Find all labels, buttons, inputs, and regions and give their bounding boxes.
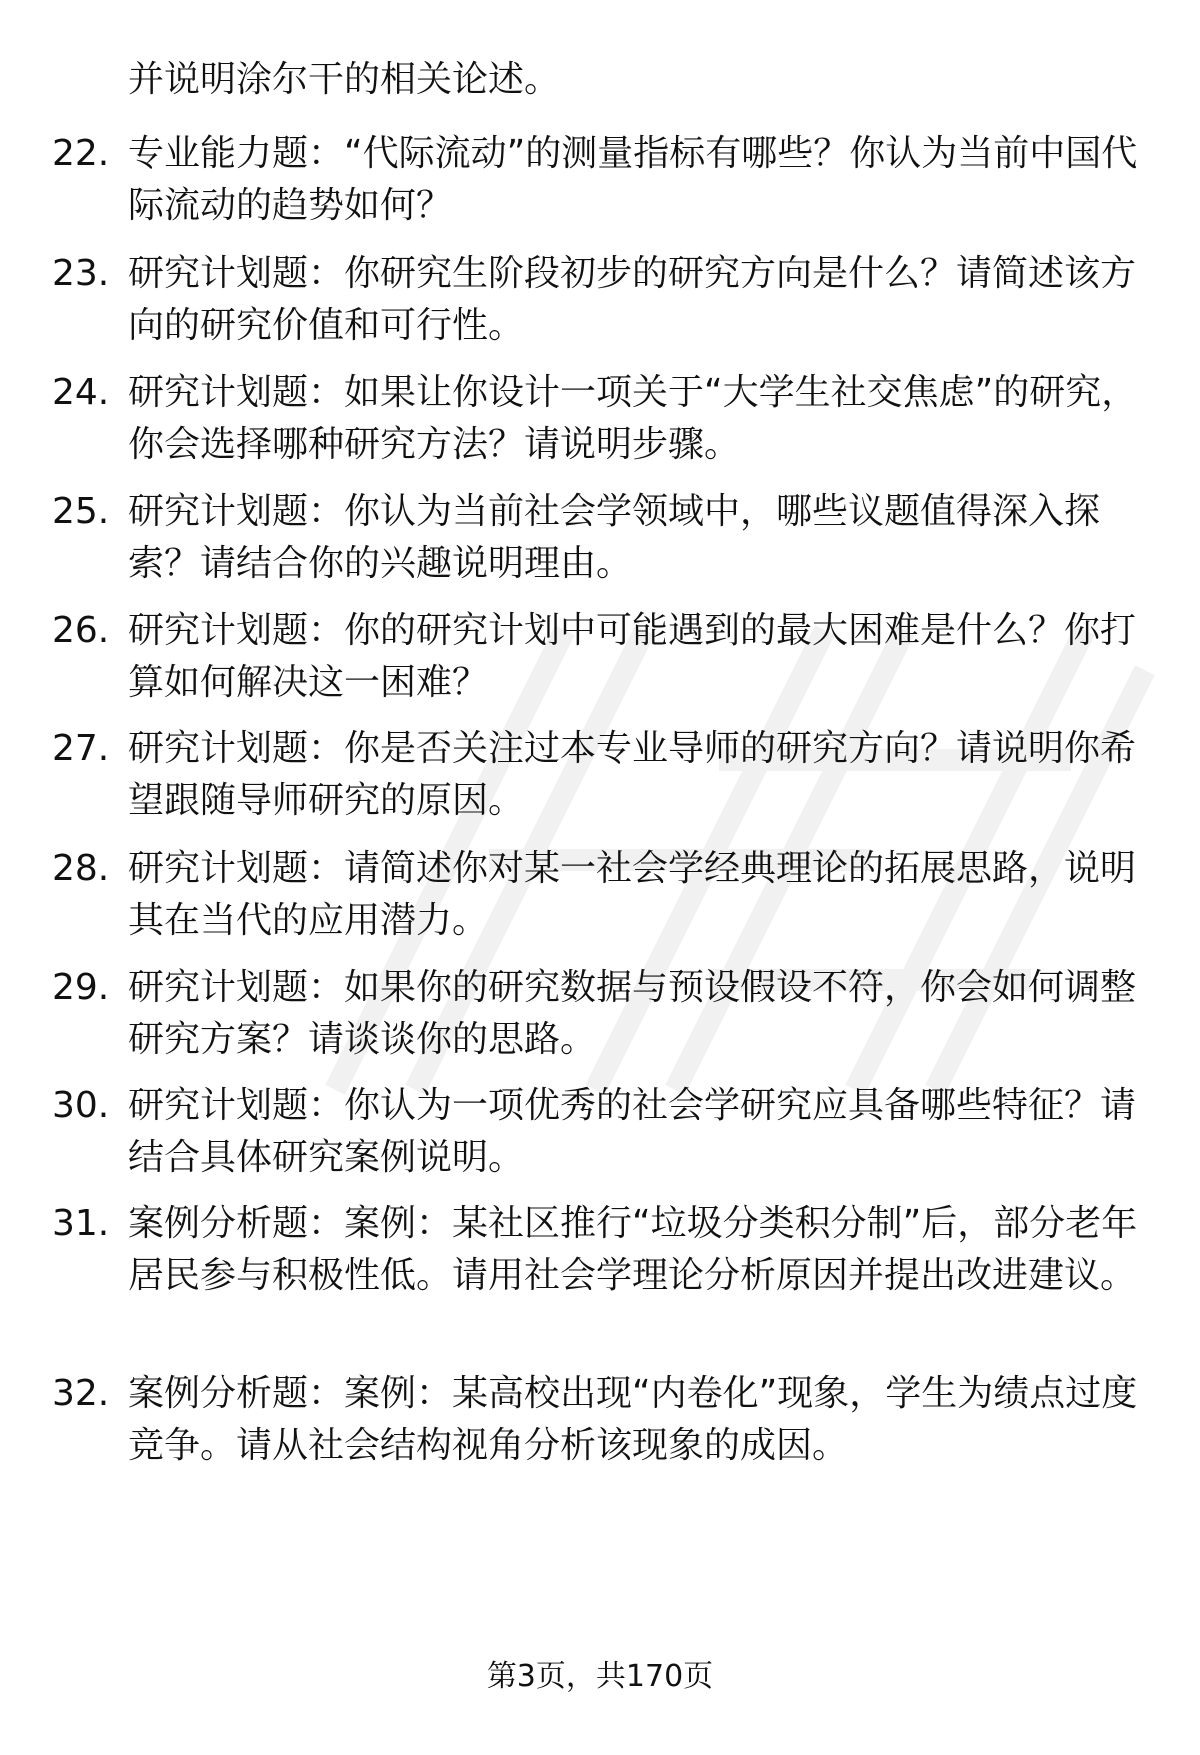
question-text: 案例分析题：案例：某高校出现“内卷化”现象，学生为绩点过度竞争。请从社会结构视角分析该现象的成因。 [128,1373,1138,1466]
question-text: 研究计划题：你认为当前社会学领域中，哪些议题值得深入探索？请结合你的兴趣说明理由。 [128,491,1101,584]
question-text: 研究计划题：你的研究计划中可能遇到的最大困难是什么？你打算如何解决这一困难？ [128,610,1137,703]
question-number: 29. [52,967,110,1008]
question-text: 研究计划题：你研究生阶段初步的研究方向是什么？请简述该方向的研究价值和可行性。 [128,253,1137,346]
question-text: 研究计划题：你是否关注过本专业导师的研究方向？请说明你希望跟随导师研究的原因。 [128,728,1137,821]
question-number: 24. [52,372,110,413]
page-footer: 第3页，共170页 [486,1659,714,1694]
question-number: 26. [52,610,110,651]
question-number: 25. [52,491,110,532]
question-number: 32. [52,1373,110,1414]
question-number: 31. [52,1203,110,1244]
question-text: 案例分析题：案例：某社区推行“垃圾分类积分制”后，部分老年居民参与积极性低。请用社会学理论分析原因并提出改进建议。 [128,1203,1138,1296]
continuation-text: 并说明涂尔干的相关论述。 [128,59,561,100]
question-number: 23. [52,253,110,294]
question-number: 30. [52,1085,110,1126]
question-text: 研究计划题：如果你的研究数据与预设假设不符，你会如何调整研究方案？请谈谈你的思路。 [128,967,1137,1060]
question-text: 专业能力题：“代际流动”的测量指标有哪些？你认为当前中国代际流动的趋势如何？ [128,133,1138,226]
question-text: 研究计划题：请简述你对某一社会学经典理论的拓展思路，说明其在当代的应用潜力。 [128,848,1137,941]
question-number: 22. [52,133,110,174]
question-text: 研究计划题：如果让你设计一项关于“大学生社交焦虑”的研究，你会选择哪种研究方法？请说明步骤。 [128,372,1138,465]
question-number: 28. [52,848,110,889]
question-number: 27. [52,728,110,769]
question-text: 研究计划题：你认为一项优秀的社会学研究应具备哪些特征？请结合具体研究案例说明。 [128,1085,1137,1178]
